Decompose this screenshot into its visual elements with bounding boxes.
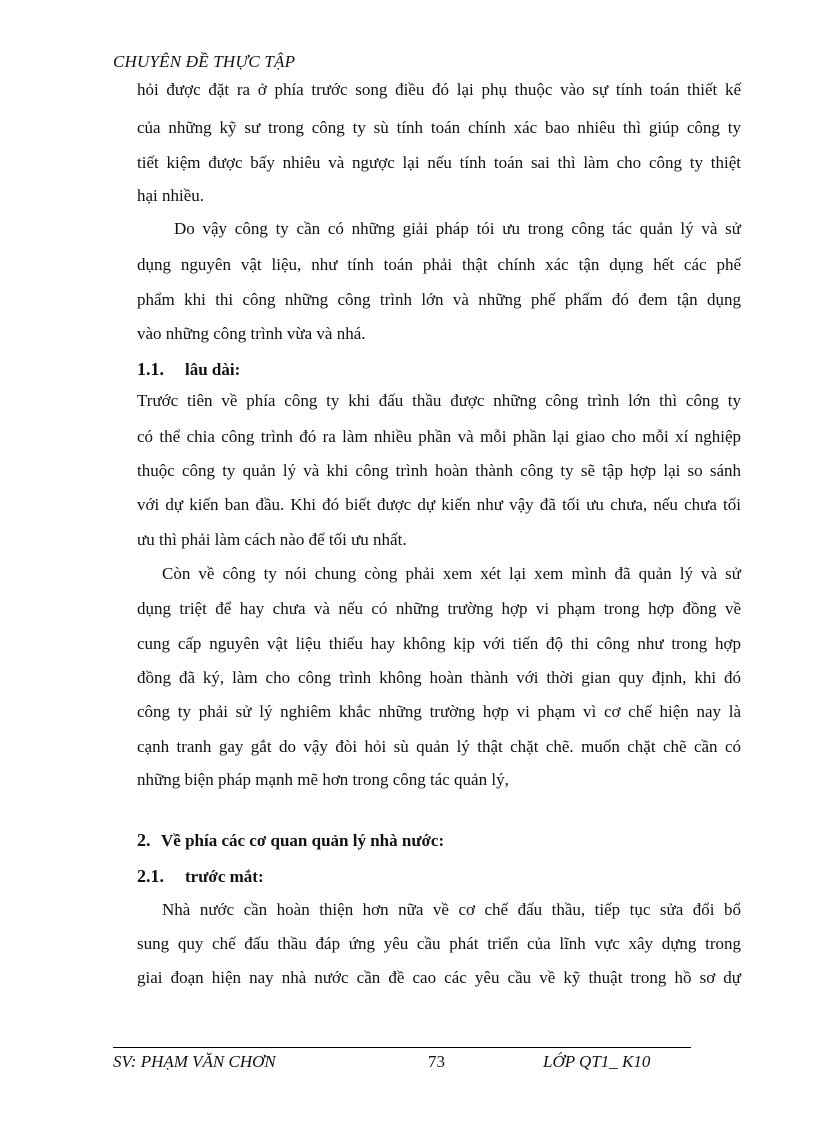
text-line: giai đoạn hiện nay nhà nước cần đề cao các yêu cầu về kỹ thuật trong hồ sơ dự [137,968,741,987]
section-number: 1.1. [137,359,164,379]
text-line: dụng nguyên vật liệu, như tính toán phải thật chính xác tận dụng hết các phế [137,255,741,274]
text-line: Trước tiên về phía công ty khi đấu thầu được những công trình lớn thì công ty [137,391,741,410]
text-line: sung quy chế đấu thầu đáp ứng yêu cầu phát triển của lĩnh vực xây dựng trong [137,934,741,953]
text-line: hỏi được đặt ra ở phía trước song điều đó lại phụ thuộc vào sự tính toán thiết kế [137,80,741,99]
text-line: Còn về công ty nói chung còng phải xem xét lại xem mình đã quản lý và sử [162,564,741,583]
text-line: ưu thì phải làm cách nào để tối ưu nhất. [137,530,407,549]
section-title: lâu dài: [185,360,241,379]
page-number: 73 [428,1052,445,1071]
text-line: vào những công trình vừa và nhá. [137,324,366,343]
text-line: cạnh tranh gay gắt do vậy đòi hỏi sù quản lý thật chặt chẽ. muốn chặt chẽ cần có [137,737,741,756]
text-line: của những kỹ sư trong công ty sù tính toán chính xác bao nhiêu thì giúp công ty [137,118,741,137]
section-heading-2-1 [137,866,264,887]
section-title: trước mắt: [185,867,264,886]
text-line: những biện pháp mạnh mẽ hơn trong công tác quản lý, [137,770,509,789]
text-line: dụng triệt để hay chưa và nếu có những trường hợp vi phạm trong hợp đồng về [137,599,741,618]
text-line: hại nhiều. [137,186,205,205]
section-title: Về phía các cơ quan quản lý nhà nước: [161,831,445,850]
text-line: đồng đã ký, làm cho công trình không hoàn thành với thời gian quy định, khi đó [137,668,741,687]
text-line: Do vậy công ty cần có những giải pháp tói ưu trong công tác quản lý và sử [174,219,741,238]
text-line: Nhà nước cần hoàn thiện hơn nữa về cơ chế đấu thầu, tiếp tục sửa đổi bổ [162,900,741,919]
footer-student: SV: PHẠM VĂN CHƠN [113,1052,276,1071]
text-line: tiết kiệm được bấy nhiêu và ngược lại nếu tính toán sai thì làm cho công ty thiệt [137,153,741,172]
text-line: công ty phải sử lý nghiêm khắc những trường hợp vi phạm vì cơ chế hiện nay là [137,702,741,721]
text-line: với dự kiến ban đầu. Khi đó biết được dự kiến như vậy đã tối ưu chưa, nếu chưa tối [137,495,741,514]
section-number: 2. [137,830,151,850]
footer-class: LỚP QT1_ K10 [543,1052,651,1071]
section-heading-1-1 [137,359,240,380]
footer-rule [113,1047,691,1048]
text-line: thuộc công ty quản lý và khi công trình hoàn thành công ty sẽ tập hợp lại so sánh [137,461,741,480]
page-header: CHUYÊN ĐỀ THỰC TẬP [113,52,296,71]
section-heading-2 [137,830,444,851]
text-line: phẩm khi thi công những công trình lớn và những phế phẩm đó đem tận dụng [137,290,741,309]
section-number: 2.1. [137,866,164,886]
text-line: có thể chia công trình đó ra làm nhiều phần và mỗi phần lại giao cho mỗi xí nghiệp [137,427,741,446]
text-line: cung cấp nguyên vật liệu thiếu hay không kịp với tiến độ thi công như trong hợp [137,634,741,653]
